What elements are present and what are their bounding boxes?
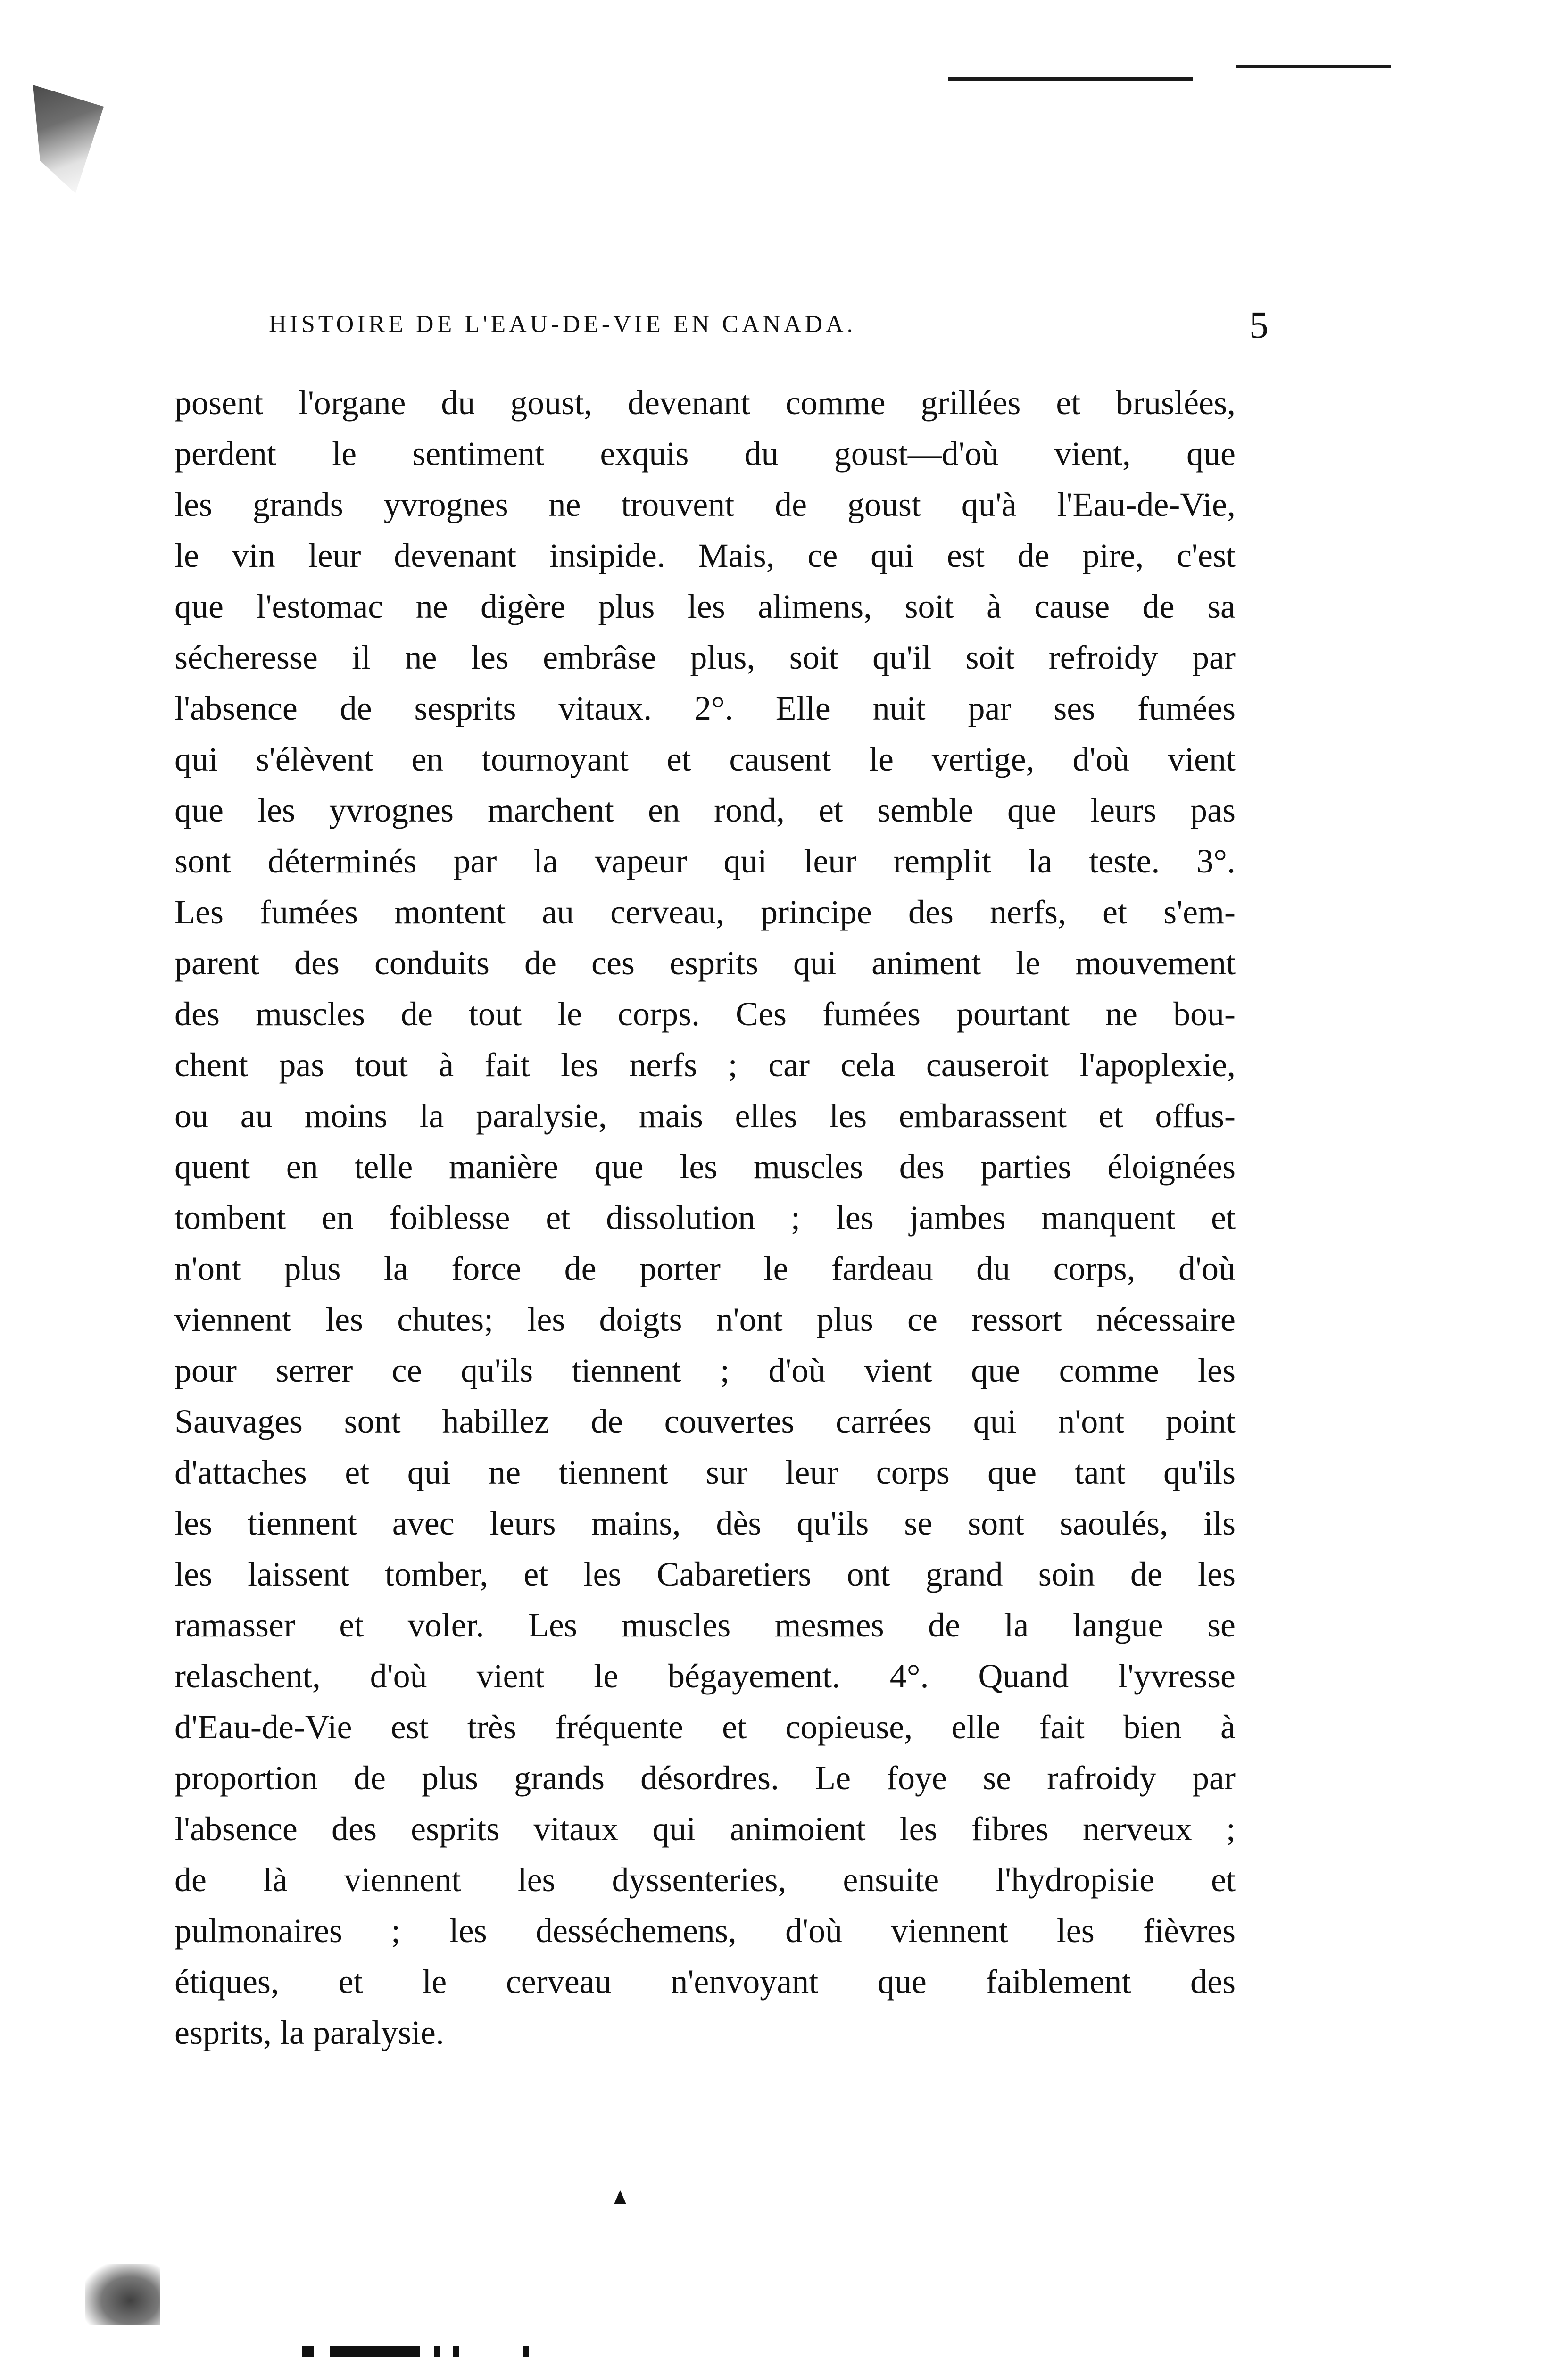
text-line: Sauvages sont habillez de couvertes carrées qui n'ont point bbox=[174, 1403, 1236, 1440]
text-line: sécheresse il ne les embrâse plus, soit qu'il soit refroidy par bbox=[174, 639, 1236, 676]
text-line: l'absence de sesprits vitaux. 2°. Elle nuit par ses fumées bbox=[174, 689, 1236, 727]
text-line: les grands yvrognes ne trouvent de goust qu'à l'Eau-de-Vie, bbox=[174, 486, 1236, 523]
text-line: parent des conduits de ces esprits qui animent le mouvement bbox=[174, 944, 1236, 982]
text-line: ramasser et voler. Les muscles mesmes de la langue se bbox=[174, 1606, 1236, 1644]
text-line: qui s'élèvent en tournoyant et causent le vertige, d'où vient bbox=[174, 740, 1236, 778]
body-text bbox=[174, 377, 1236, 2058]
text-line: perdent le sentiment exquis du goust—d'où vient, que bbox=[174, 435, 1236, 473]
text-line: pour serrer ce qu'ils tiennent ; d'où vient que comme les bbox=[174, 1352, 1236, 1389]
running-head bbox=[269, 303, 1269, 348]
ink-speck bbox=[610, 2190, 630, 2210]
print-rule-mark bbox=[948, 77, 1193, 81]
print-rule-mark bbox=[1236, 65, 1391, 68]
text-line: l'absence des esprits vitaux qui animoient les fibres nerveux ; bbox=[174, 1810, 1236, 1848]
running-head-title: HISTOIRE DE L'EAU-DE-VIE EN CANADA. bbox=[269, 311, 856, 338]
text-line: le vin leur devenant insipide. Mais, ce qui est de pire, c'est bbox=[174, 537, 1236, 574]
text-line: les tiennent avec leurs mains, dès qu'ils se sont saoulés, ils bbox=[174, 1504, 1236, 1542]
text-line: pulmonaires ; les desséchemens, d'où viennent les fièvres bbox=[174, 1912, 1236, 1950]
text-line: d'Eau-de-Vie est très fréquente et copieuse, elle fait bien à bbox=[174, 1708, 1236, 1746]
text-line: tombent en foiblesse et dissolution ; les jambes manquent et bbox=[174, 1199, 1236, 1237]
text-line: des muscles de tout le corps. Ces fumées pourtant ne bou- bbox=[174, 995, 1236, 1033]
page-number: 5 bbox=[1249, 303, 1269, 346]
text-line: Les fumées montent au cerveau, principe des nerfs, et s'em- bbox=[174, 893, 1236, 931]
text-line: que l'estomac ne digère plus les alimens, soit à cause de sa bbox=[174, 588, 1236, 625]
text-line: sont déterminés par la vapeur qui leur remplit la teste. 3°. bbox=[174, 842, 1236, 880]
text-line: de là viennent les dyssenteries, ensuite l'hydropisie et bbox=[174, 1861, 1236, 1899]
text-line: proportion de plus grands désordres. Le foye se rafroidy par bbox=[174, 1759, 1236, 1797]
text-line: d'attaches et qui ne tiennent sur leur corps que tant qu'ils bbox=[174, 1453, 1236, 1491]
text-line: quent en telle manière que les muscles des parties éloignées bbox=[174, 1148, 1236, 1186]
ink-smudge bbox=[85, 2264, 160, 2325]
text-line: que les yvrognes marchent en rond, et semble que leurs pas bbox=[174, 791, 1236, 829]
signature-marks bbox=[302, 2346, 547, 2357]
text-line: les laissent tomber, et les Cabaretiers ont grand soin de les bbox=[174, 1555, 1236, 1593]
ink-smudge bbox=[33, 85, 104, 193]
text-line: posent l'organe du goust, devenant comme grillées et bruslées, bbox=[174, 384, 1236, 422]
text-line: chent pas tout à fait les nerfs ; car cela causeroit l'apoplexie, bbox=[174, 1046, 1236, 1084]
text-line: viennent les chutes; les doigts n'ont plus ce ressort nécessaire bbox=[174, 1301, 1236, 1338]
text-line: ou au moins la paralysie, mais elles les embarassent et offus- bbox=[174, 1097, 1236, 1135]
text-line: étiques, et le cerveau n'envoyant que faiblement des bbox=[174, 1963, 1236, 2001]
text-line: relaschent, d'où vient le bégayement. 4°. Quand l'yvresse bbox=[174, 1657, 1236, 1695]
text-line: esprits, la paralysie. bbox=[174, 2014, 444, 2051]
text-line: n'ont plus la force de porter le fardeau du corps, d'où bbox=[174, 1250, 1236, 1287]
